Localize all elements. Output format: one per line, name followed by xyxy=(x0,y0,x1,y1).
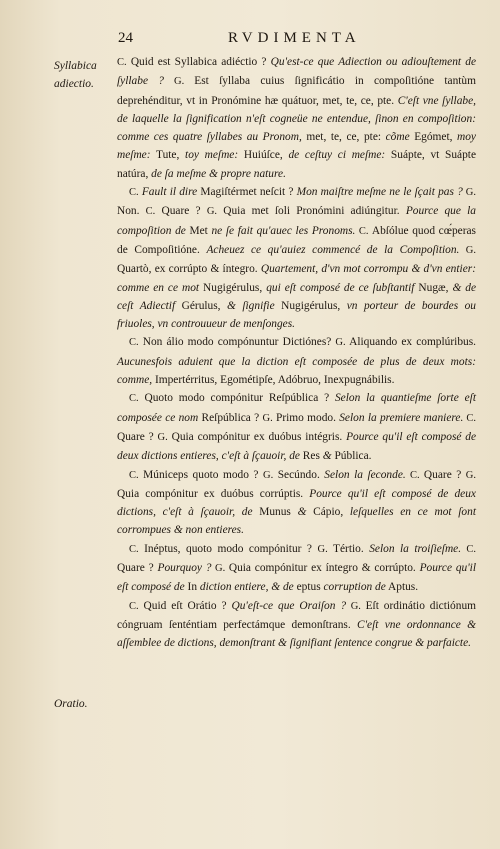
latin-text: Egómet, xyxy=(409,131,458,144)
latin-text: Eſt ordinátio dictiónum cóngruam ſenténtiam perfectámque demonſtrans. xyxy=(117,599,476,631)
latin-text: Est ſyllaba cuius ſignificátio in compoſitióne tantùm deprehénditur, vt in Pronómine hæ quátuor, met, te, ce, pte. xyxy=(117,75,476,107)
speaker-mark: G. xyxy=(462,187,476,199)
french-gloss: ne ſe fait qu'auec les Pronoms. xyxy=(211,224,356,237)
latin-text: Inéptus, quoto modo compónitur ? xyxy=(138,542,318,555)
french-gloss: & xyxy=(297,506,307,519)
speaker-mark: C. xyxy=(129,469,139,481)
french-gloss: leſquelles en ce mot ſont corrompues & non entieres. xyxy=(117,506,476,537)
french-gloss: Pource qu'il eſt composé de deux dictions, c'eſt à ſçauoir, de xyxy=(117,487,476,519)
french-gloss: Qu'eſt-ce que Oraiſon ? xyxy=(231,599,347,612)
latin-text: Munus xyxy=(252,506,298,519)
latin-text: Quoto modo compónitur Reſpública ? xyxy=(138,392,335,405)
french-gloss: Selon la troiſieſme. xyxy=(369,542,462,555)
speaker-mark: C. xyxy=(129,600,139,612)
latin-text: Tértio. xyxy=(327,542,370,555)
latin-text: Quid eſt Orátio ? xyxy=(138,599,232,612)
latin-text: Aptus. xyxy=(385,581,419,594)
speaker-mark: C. xyxy=(129,337,139,349)
french-gloss: diction entiere, & de xyxy=(199,581,294,594)
french-gloss: & ſignifie xyxy=(227,299,275,312)
french-gloss: Mon maiſtre meſme ne le ſçait pas ? xyxy=(296,186,463,199)
french-gloss: toy meſme: xyxy=(185,149,239,162)
page-header xyxy=(118,30,474,50)
speaker-mark: C. xyxy=(145,206,156,218)
speaker-mark: C. xyxy=(129,187,139,199)
latin-text: Non. xyxy=(117,205,146,218)
latin-text: Impertérritus, Egométipſe, Adóbruo, Inexpugnábilis. xyxy=(152,374,395,387)
french-gloss: vn porteur de bourdes ou friuoles, vn controuueur de menſonges. xyxy=(117,299,476,331)
latin-text: met, te, ce, pte: xyxy=(301,131,386,144)
speaker-mark: G. xyxy=(206,206,218,218)
latin-text: Gérulus, xyxy=(175,299,228,312)
french-gloss: Pource qu'il eſt composé de xyxy=(117,562,476,594)
speaker-mark: C. xyxy=(405,469,424,481)
latin-text: Pública. xyxy=(331,450,372,463)
french-gloss: Selon la premiere maniere. xyxy=(339,411,464,424)
french-gloss: C'eſt vne ſyllabe, de laquelle la ſignification n'eſt cogneüe ne entendue, ſinon en compoſition: comme ces quatre ſyllabes au Pronom, xyxy=(117,94,477,144)
dialogue-paragraph xyxy=(117,540,476,597)
latin-text: Quare ? xyxy=(117,430,158,443)
speaker-mark: G. xyxy=(211,563,229,575)
speaker-mark: G. xyxy=(262,412,273,424)
latin-text: In xyxy=(184,581,200,594)
running-title: RVDIMENTA xyxy=(228,30,361,46)
body-text xyxy=(117,53,476,653)
latin-text: Reſpública ? xyxy=(198,411,263,424)
french-gloss: Pource qu'il eſt composé de deux dictions entieres, c'eſt à ſçauoir, de xyxy=(117,430,477,463)
speaker-mark: G. xyxy=(335,337,346,349)
dialogue-paragraph xyxy=(117,333,476,389)
french-gloss: corruption de xyxy=(323,581,386,594)
latin-text: Quare ? xyxy=(117,562,158,575)
french-gloss: Pource que la compoſition de xyxy=(117,205,476,237)
dialogue-paragraph xyxy=(117,597,476,653)
latin-text: Cápio, xyxy=(306,506,350,519)
latin-text: Nugigérulus, xyxy=(274,299,347,312)
latin-text: Res xyxy=(299,450,323,463)
french-gloss: C'eſt vne ordonnance & aſſemblee de dictions, demonſtrant & ſignifiant ſentence congrue & parfaicte. xyxy=(117,618,476,650)
speaker-mark: C. xyxy=(355,225,372,237)
latin-text: eptus xyxy=(293,581,324,594)
speaker-mark: C. xyxy=(117,57,127,68)
margin-note: Syllabica xyxy=(54,60,97,72)
latin-text: Aliquando ex complúribus. xyxy=(345,336,476,349)
latin-text: Quare ? xyxy=(423,468,466,481)
latin-text: Magiſtérmet neſcit ? xyxy=(197,186,297,199)
speaker-mark: C. xyxy=(461,543,477,555)
latin-text: Nugigérulus, xyxy=(199,281,267,294)
french-gloss: Fault il dire xyxy=(138,186,198,199)
speaker-mark: G. xyxy=(263,469,274,481)
french-gloss: Aucunesfois aduient que la diction eſt composée de plus de deux mots: comme, xyxy=(117,355,476,387)
margin-note: Oratio. xyxy=(54,698,88,710)
dialogue-paragraph xyxy=(117,53,476,183)
latin-text: Quartò, ex corrúpto & íntegro. xyxy=(117,263,261,276)
french-gloss: cõme xyxy=(385,131,410,144)
latin-text: Nugæ, xyxy=(414,281,453,294)
latin-text: Primo modo. xyxy=(272,411,340,424)
latin-text: Quia compónitur ex duóbus intégris. xyxy=(167,430,347,443)
french-gloss: Selon la quantieſme ſorte eſt composée ce nom xyxy=(117,392,476,424)
speaker-mark: G. xyxy=(459,244,476,256)
latin-text: Abſólue quod cœ́peras de Compoſitióne. xyxy=(117,224,476,256)
dialogue-paragraph xyxy=(117,389,476,465)
latin-text: Met xyxy=(185,224,212,237)
latin-text: Tute, xyxy=(150,149,186,162)
latin-text: Quia met ſoli Pronómini adiúngitur. xyxy=(217,205,406,218)
latin-text: Huiúſce, xyxy=(238,149,289,162)
french-gloss: Pourquoy ? xyxy=(157,562,212,575)
dialogue-paragraph xyxy=(117,466,476,540)
speaker-mark: G. xyxy=(465,469,477,481)
page-number: 24 xyxy=(118,30,133,46)
latin-text: Secúndo. xyxy=(273,468,325,481)
french-gloss: & xyxy=(322,450,332,463)
french-gloss: de ceſtuy ci meſme: xyxy=(288,149,386,162)
latin-text: Quid est Syllabica adiéctio ? xyxy=(126,56,271,68)
french-gloss: Quartement, d'vn mot corrompu & d'vn entier: comme en ce mot xyxy=(117,263,476,294)
french-gloss: moy meſme: xyxy=(117,131,476,162)
speaker-mark: G. xyxy=(346,600,366,612)
latin-text: Quia compónitur ex íntegro & corrúpto. xyxy=(228,562,420,575)
french-gloss: qui eſt composé de ce ſubſtantif xyxy=(266,281,415,294)
speaker-mark: C. xyxy=(463,412,476,424)
french-gloss: de ſa meſme & propre nature. xyxy=(151,167,286,180)
latin-text: Múniceps quoto modo ? xyxy=(138,468,263,481)
latin-text: Suápte, vt Suápte natúra, xyxy=(117,149,477,180)
speaker-mark: G. xyxy=(317,543,328,555)
french-gloss: Qu'est-ce que Adiection ou adiouſtement de ſyllabe ? xyxy=(117,56,476,88)
speaker-mark: C. xyxy=(129,393,139,405)
french-gloss: Acheuez ce qu'auiez commencé de la Compoſition. xyxy=(206,243,460,256)
dialogue-paragraph xyxy=(117,183,476,333)
french-gloss: Selon la ſeconde. xyxy=(324,468,406,481)
latin-text: Quia compónitur ex duóbus corrúptis. xyxy=(117,487,310,500)
french-gloss: & de ceſt Adiectif xyxy=(117,281,477,312)
latin-text: Non álio modo compónuntur Dictiónes? xyxy=(138,336,336,349)
speaker-mark: C. xyxy=(129,543,139,555)
latin-text: Quare ? xyxy=(155,205,207,218)
margin-note: adiectio. xyxy=(54,78,94,90)
speaker-mark: G. xyxy=(163,76,195,88)
speaker-mark: G. xyxy=(157,431,168,443)
